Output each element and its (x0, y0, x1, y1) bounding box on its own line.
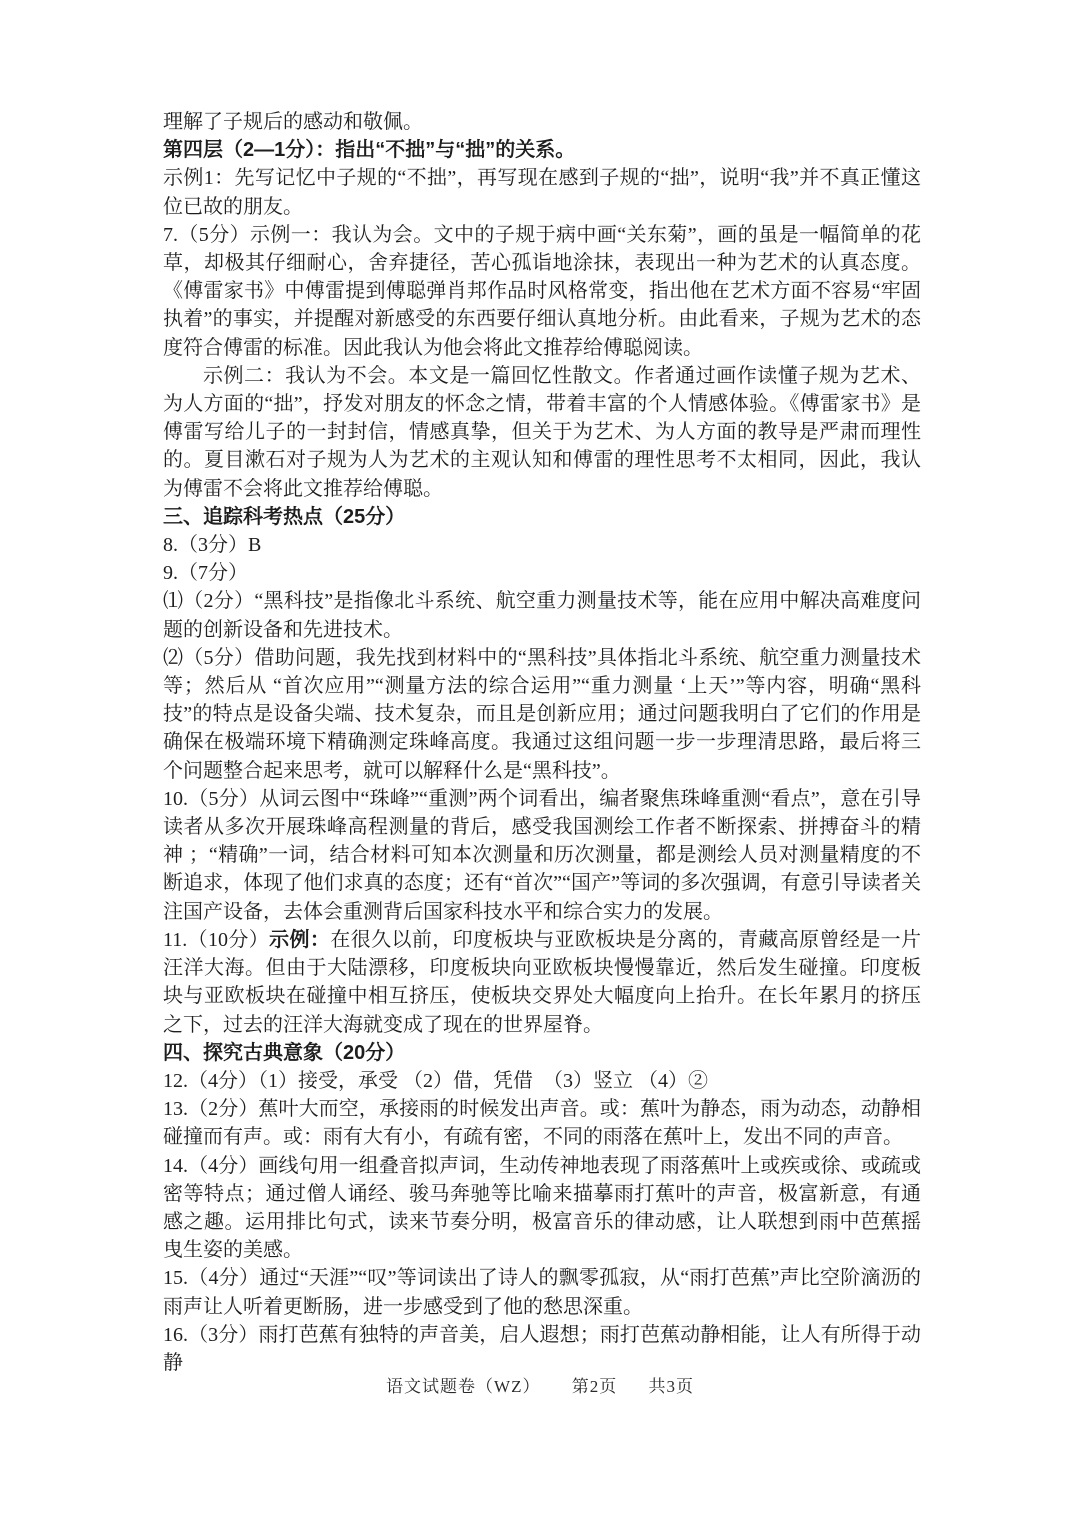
section-4-heading: 四、探究古典意象（20分） (163, 1041, 406, 1064)
answer-14: 14.（4分）画线句用一组叠音拟声词，生动传神地表现了雨落蕉叶上或疾或徐、或疏或密等特点；通过僧人诵经、骏马奔驰等比喻来描摹雨打蕉叶的声音，极富新意，有通感之趣。运用排比句式，读来节奏分明，极富音乐的律动感，让人联想到雨中芭蕉摇曳生姿的美感。 (163, 1154, 921, 1262)
page-footer (0, 1372, 1080, 1397)
footer-page-number: 第2页 (571, 1377, 618, 1396)
answer-11-text: 在很久以前，印度板块与亚欧板块是分离的，青藏高原曾经是一片汪洋大海。但由于大陆漂移，印度板块向亚欧板块慢慢靠近，然后发生碰撞。印度板块与亚欧板块在碰撞中相互挤压，使板块交界处大幅度向上抬升。在长年累月的挤压之下，过去的汪洋大海就变成了现在的世界屋脊。 (163, 928, 922, 1036)
answer-9: 9.（7分） (163, 562, 248, 585)
answer-11 (163, 926, 921, 1039)
footer-page-total: 共3页 (648, 1377, 694, 1396)
example-1-text: 示例1：先写记忆中子规的“不拙”，再写现在感到子规的“拙”，说明“我”并不真正懂这位已故的朋友。 (163, 167, 921, 218)
answer-12: 12.（4分）（1）接受，承受 （2）借，凭借 （3）竖立 （4）② (163, 1069, 708, 1092)
answer-15: 15.（4分）通过“天涯”“叹”等词读出了诗人的飘零孤寂，从“雨打芭蕉”声比空阶滴沥的雨声让人听着更断肠，进一步感受到了他的愁思深重。 (163, 1267, 921, 1318)
answer-11-label: 示例： (269, 928, 331, 951)
answer-7-example-2: 示例二：我认为不会。本文是一篇回忆性散文。作者通过画作读懂子规为艺术、为人方面的“拙”，抒发对朋友的怀念之情，带着丰富的个人情感体验。《傅雷家书》是傅雷写给儿子的一封封信，情感真挚，但关于为艺术、为人方面的教导是严肃而理性的。夏目漱石对子规为人为艺术的主观认知和傅雷的理性思考不太相同，因此，我认为傅雷不会将此文推荐给傅聪。 (163, 364, 921, 500)
answer-11-number: 11.（10分） (163, 928, 270, 951)
answer-8: 8.（3分）B (163, 534, 262, 557)
answer-9-part-2: ⑵（5分）借助问题，我先找到材料中的“黑科技”具体指北斗系统、航空重力测量技术等；然后从 “首次应用”“测量方法的综合运用”“重力测量 ‘上天’”等内容，明确“黑科技”的特点是设备尖端、技术复杂，而且是创新应用；通过问题我明白了它们的作用是确保在极端环境下精确测定珠峰高度。我通过这组问题一步一步理清思路，最后将三个问题整合起来思考，就可以解释什么是“黑科技”。 (163, 646, 921, 782)
answer-16: 16.（3分）雨打芭蕉有独特的声音美，启人遐想；雨打芭蕉动静相能，让人有所得于动静 (163, 1323, 921, 1374)
answer-9-part-1: ⑴（2分）“黑科技”是指像北斗系统、航空重力测量技术等，能在应用中解决高难度问题的创新设备和先进技术。 (163, 590, 921, 641)
answer-13: 13.（2分）蕉叶大而空，承接雨的时候发出声音。或：蕉叶为静态，雨为动态，动静相碰撞而有声。或：雨有大有小，有疏有密，不同的雨落在蕉叶上，发出不同的声音。 (163, 1098, 921, 1149)
answer-7: 7.（5分）示例一：我认为会。文中的子规于病中画“关东菊”，画的虽是一幅简单的花草，却极其仔细耐心，舍弃捷径，苦心孤诣地涂抹，表现出一种为艺术的认真态度。《傅雷家书》中傅雷提到傅聪弹肖邦作品时风格常变，指出他在艺术方面不容易“牢固执着”的事实，并提醒对新感受的东西要仔细认真地分析。由此看来，子规为艺术的态度符合傅雷的标准。因此我认为他会将此文推荐给傅聪阅读。 (163, 223, 921, 359)
level-heading: 第四层（2—1分）：指出“不拙”与“拙”的关系。 (163, 139, 576, 162)
answer-10: 10.（5分）从词云图中“珠峰”“重测”两个词看出，编者聚焦珠峰重测“看点”，意在引导读者从多次开展珠峰高程测量的背后，感受我国测绘工作者不断探索、拼搏奋斗的精神 ；“精确”一词，结合材料可知本次测量和历次测量，都是测绘人员对测量精度的不断追求，体现了他们求真的态度；还有“首次”“国产”等词的多次强调，有意引导读者关注国产设备，去体会重测背后国家科技水平和综合实力的发展。 (163, 787, 921, 923)
section-3-heading: 三、追踪科考热点（25分） (163, 505, 406, 528)
answer-sheet-body (163, 108, 921, 1377)
continuation-text: 理解了子规后的感动和敬佩。 (163, 111, 423, 133)
footer-exam-title: 语文试题卷（WZ） (386, 1377, 541, 1396)
